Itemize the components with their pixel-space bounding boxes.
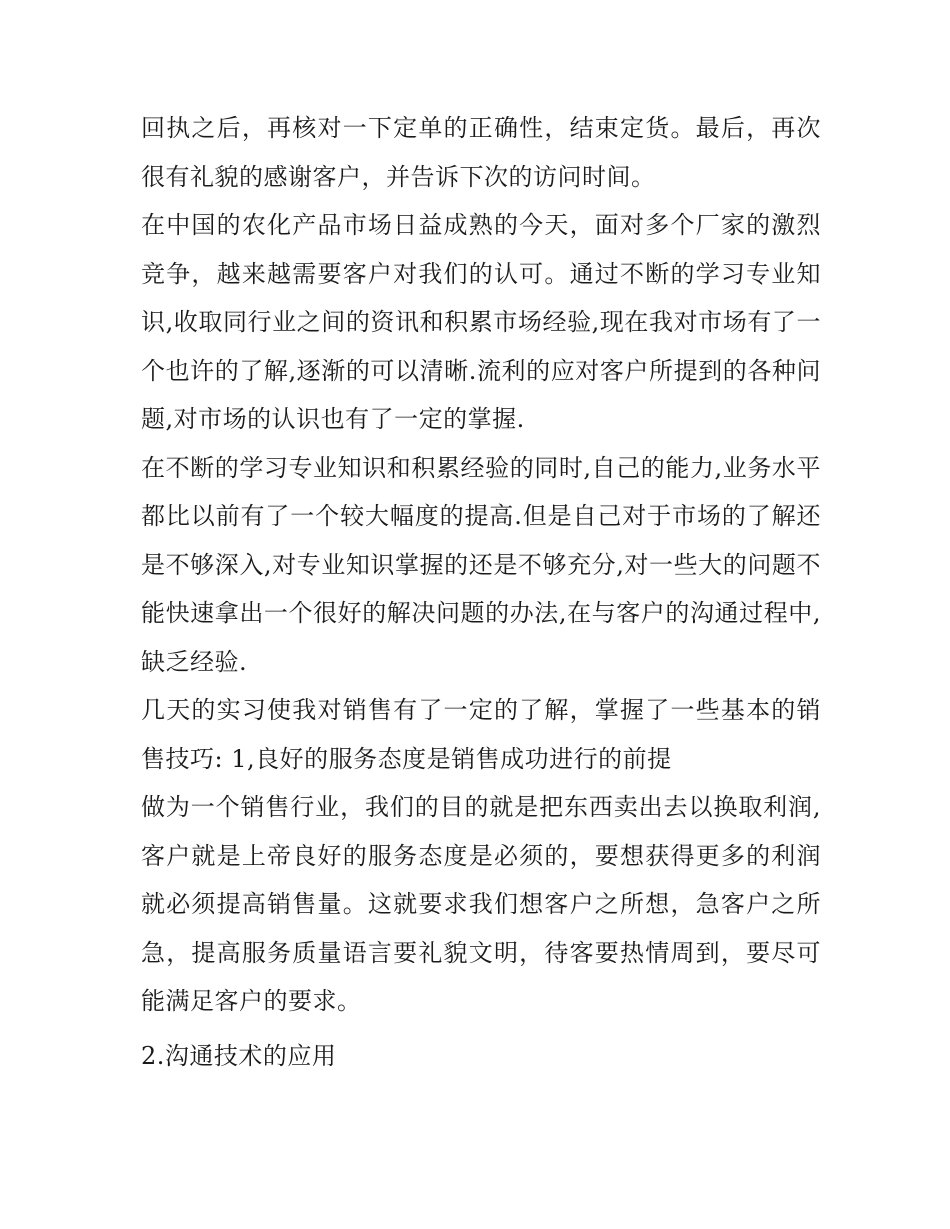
section-heading: 2.沟通技术的应用 [141, 1041, 337, 1070]
paragraph-2: 在中国的农化产品市场日益成熟的今天，面对多个厂家的激烈竞争，越来越需要客户对我们的认可。通过不断的学习专业知识,收取同行业之间的资讯和积累市场经验,现在我对市场有了一个也许的了解,逐渐的可以清晰.流利的应对客户所提到的各种问题,对市场的认识也有了一定的掌握. [141, 211, 821, 433]
paragraph-3: 在不断的学习专业知识和积累经验的同时,自己的能力,业务水平都比以前有了一个较大幅度的提高.但是自己对于市场的了解还是不够深入,对专业知识掌握的还是不够充分,对一些大的问题不能快速拿出一个很好的解决问题的办法,在与客户的沟通过程中,缺乏经验. [141, 453, 821, 676]
document-body [141, 104, 821, 1080]
paragraph-5: 做为一个销售行业，我们的目的就是把东西卖出去以换取利润,客户就是上帝良好的服务态度是必须的，要想获得更多的利润就必须提高销售量。这就要求我们想客户之所想，急客户之所急，提高服务质量语言要礼貌文明，待客要热情周到，要尽可能满足客户的要求。 [141, 793, 821, 1015]
paragraph-1: 回执之后，再核对一下定单的正确性，结束定货。最后，再次很有礼貌的感谢客户，并告诉下次的访问时间。 [141, 114, 821, 191]
paragraph-4: 几天的实习使我对销售有了一定的了解，掌握了一些基本的销售技巧: 1,良好的服务态度是销售成功进行的前提 [141, 696, 821, 773]
